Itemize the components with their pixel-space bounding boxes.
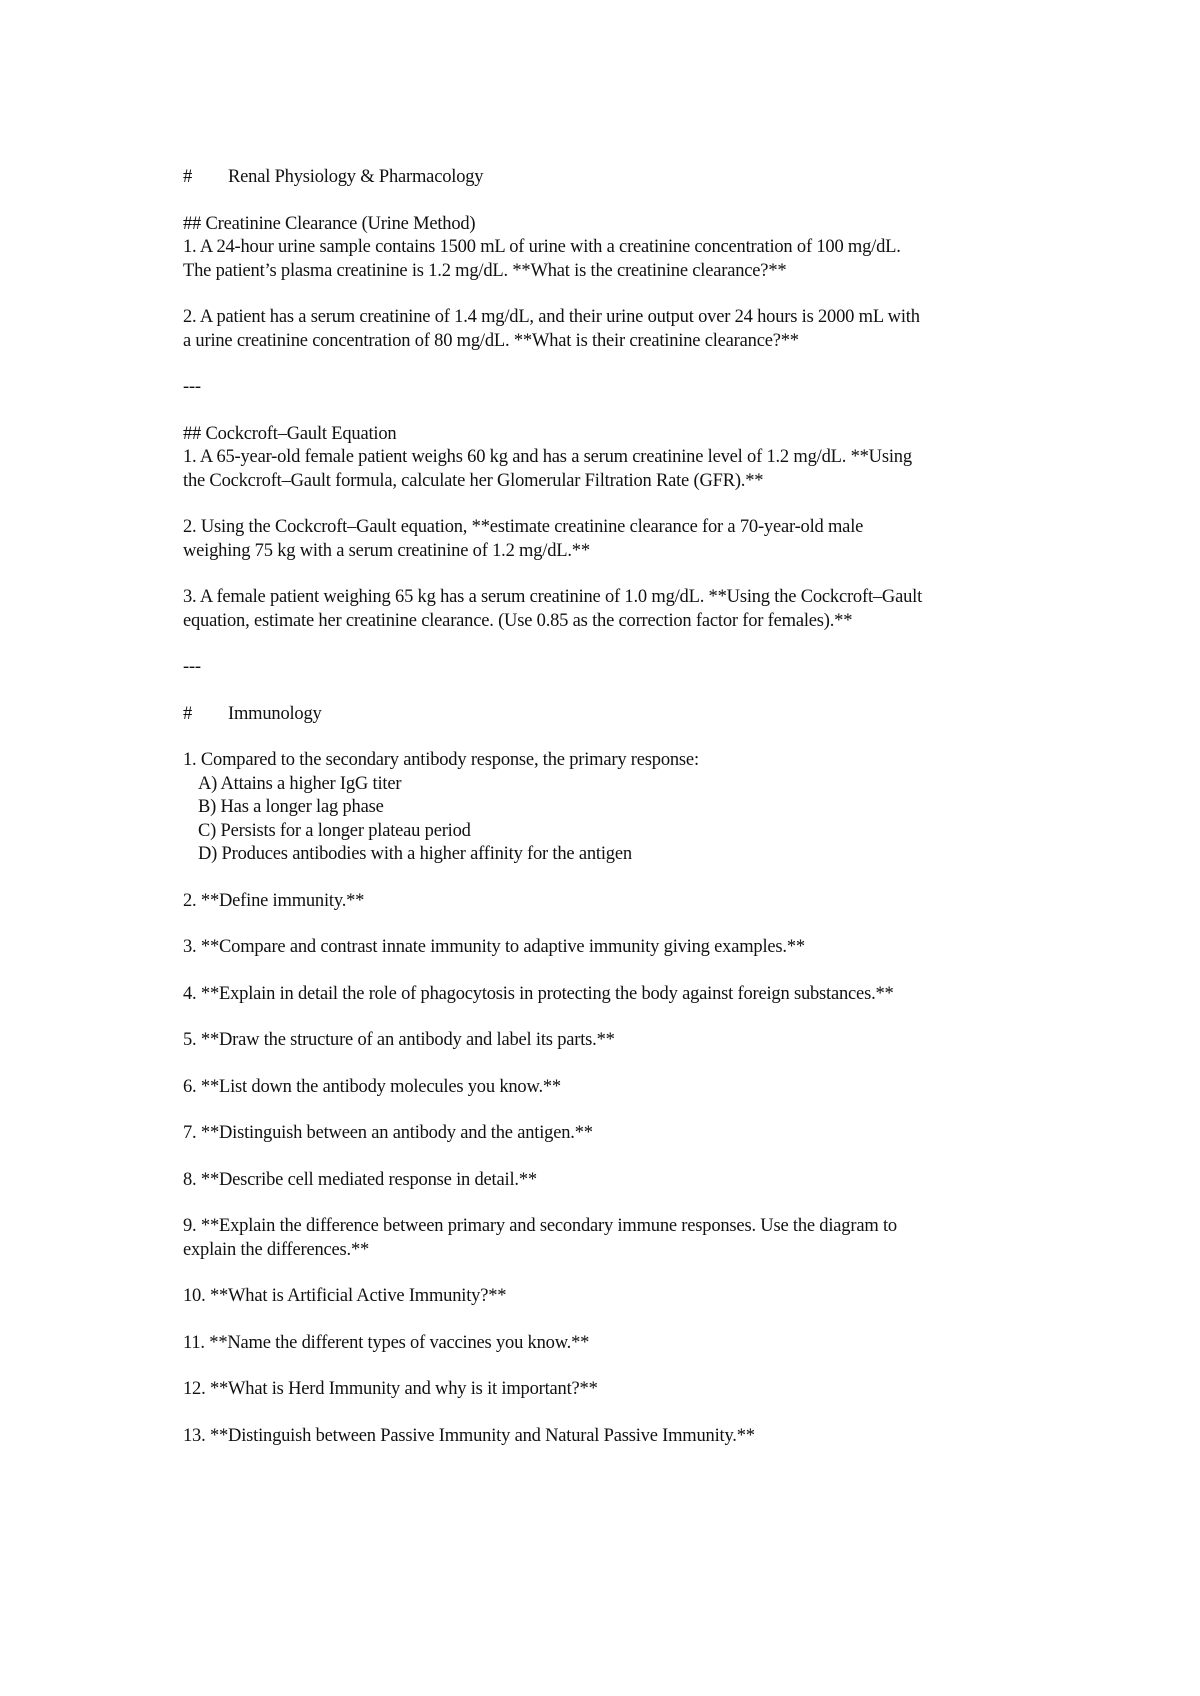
immuno-q13: 13. **Distinguish between Passive Immunity and Natural Passive Immunity.** — [183, 1425, 755, 1446]
separator-2: --- — [183, 657, 201, 677]
creatinine-heading: ## Creatinine Clearance (Urine Method) — [183, 213, 476, 234]
immunology-heading — [183, 703, 1063, 727]
immuno-q8: 8. **Describe cell mediated response in detail.** — [183, 1169, 537, 1190]
immuno-q12: 12. **What is Herd Immunity and why is it important?** — [183, 1379, 598, 1399]
creatinine-q1-line1: 1. A 24-hour urine sample contains 1500 mL of urine with a creatinine concentration of 100 mg/dL. — [183, 237, 901, 257]
immuno-q6: 6. **List down the antibody molecules you know.** — [183, 1076, 561, 1097]
immuno-q2: 2. **Define immunity.** — [183, 890, 365, 911]
renal-heading-text: Renal Physiology & Pharmacology — [228, 167, 484, 187]
immunology-heading-text: Immunology — [228, 703, 322, 724]
immunology-heading-hash: # — [183, 703, 193, 724]
creatinine-q2-line2: a urine creatinine concentration of 80 mg/dL. **What is their creatinine clearance?** — [183, 330, 799, 351]
immuno-q9-line2: explain the differences.** — [183, 1239, 370, 1260]
immuno-q1-option-a: A) Attains a higher IgG titer — [198, 773, 402, 794]
immuno-q1-option-c: C) Persists for a longer plateau period — [198, 820, 471, 841]
immuno-q5: 5. **Draw the structure of an antibody and label its parts.** — [183, 1030, 615, 1050]
immuno-q1-option-d: D) Produces antibodies with a higher affinity for the antigen — [198, 844, 632, 864]
separator-1: --- — [183, 377, 201, 397]
cockcroft-q1-line1: 1. A 65-year-old female patient weighs 60 kg and has a serum creatinine level of 1.2 mg/dL. **Using — [183, 447, 912, 467]
renal-heading-hash: # — [183, 167, 193, 187]
renal-heading — [183, 166, 1063, 190]
immuno-q4: 4. **Explain in detail the role of phagocytosis in protecting the body against foreign substances.** — [183, 983, 894, 1004]
immuno-q10: 10. **What is Artificial Active Immunity?** — [183, 1286, 507, 1306]
immuno-q7: 7. **Distinguish between an antibody and the antigen.** — [183, 1123, 593, 1143]
cockcroft-q2-line1: 2. Using the Cockcroft–Gault equation, **estimate creatinine clearance for a 70-year-old male — [183, 517, 864, 537]
cockcroft-q3-line1: 3. A female patient weighing 65 kg has a serum creatinine of 1.0 mg/dL. **Using the Cockcroft–Gault — [183, 587, 923, 607]
immuno-q9-line1: 9. **Explain the difference between primary and secondary immune responses. Use the diagram to — [183, 1216, 897, 1236]
cockcroft-heading: ## Cockcroft–Gault Equation — [183, 423, 397, 444]
immuno-q1-option-b: B) Has a longer lag phase — [198, 797, 384, 817]
creatinine-q2-line1: 2. A patient has a serum creatinine of 1.4 mg/dL, and their urine output over 24 hours is 2000 mL with — [183, 307, 920, 327]
creatinine-q1-line2: The patient’s plasma creatinine is 1.2 mg/dL. **What is the creatinine clearance?** — [183, 260, 787, 281]
document-page — [183, 166, 1063, 1448]
immuno-q3: 3. **Compare and contrast innate immunity to adaptive immunity giving examples.** — [183, 937, 805, 957]
immuno-q11: 11. **Name the different types of vaccines you know.** — [183, 1332, 590, 1353]
cockcroft-q2-line2: weighing 75 kg with a serum creatinine of 1.2 mg/dL.** — [183, 540, 590, 561]
cockcroft-q3-line2: equation, estimate her creatinine clearance. (Use 0.85 as the correction factor for females).** — [183, 610, 853, 631]
cockcroft-q1-line2: the Cockcroft–Gault formula, calculate her Glomerular Filtration Rate (GFR).** — [183, 470, 764, 491]
immuno-q1: 1. Compared to the secondary antibody response, the primary response: — [183, 750, 699, 770]
